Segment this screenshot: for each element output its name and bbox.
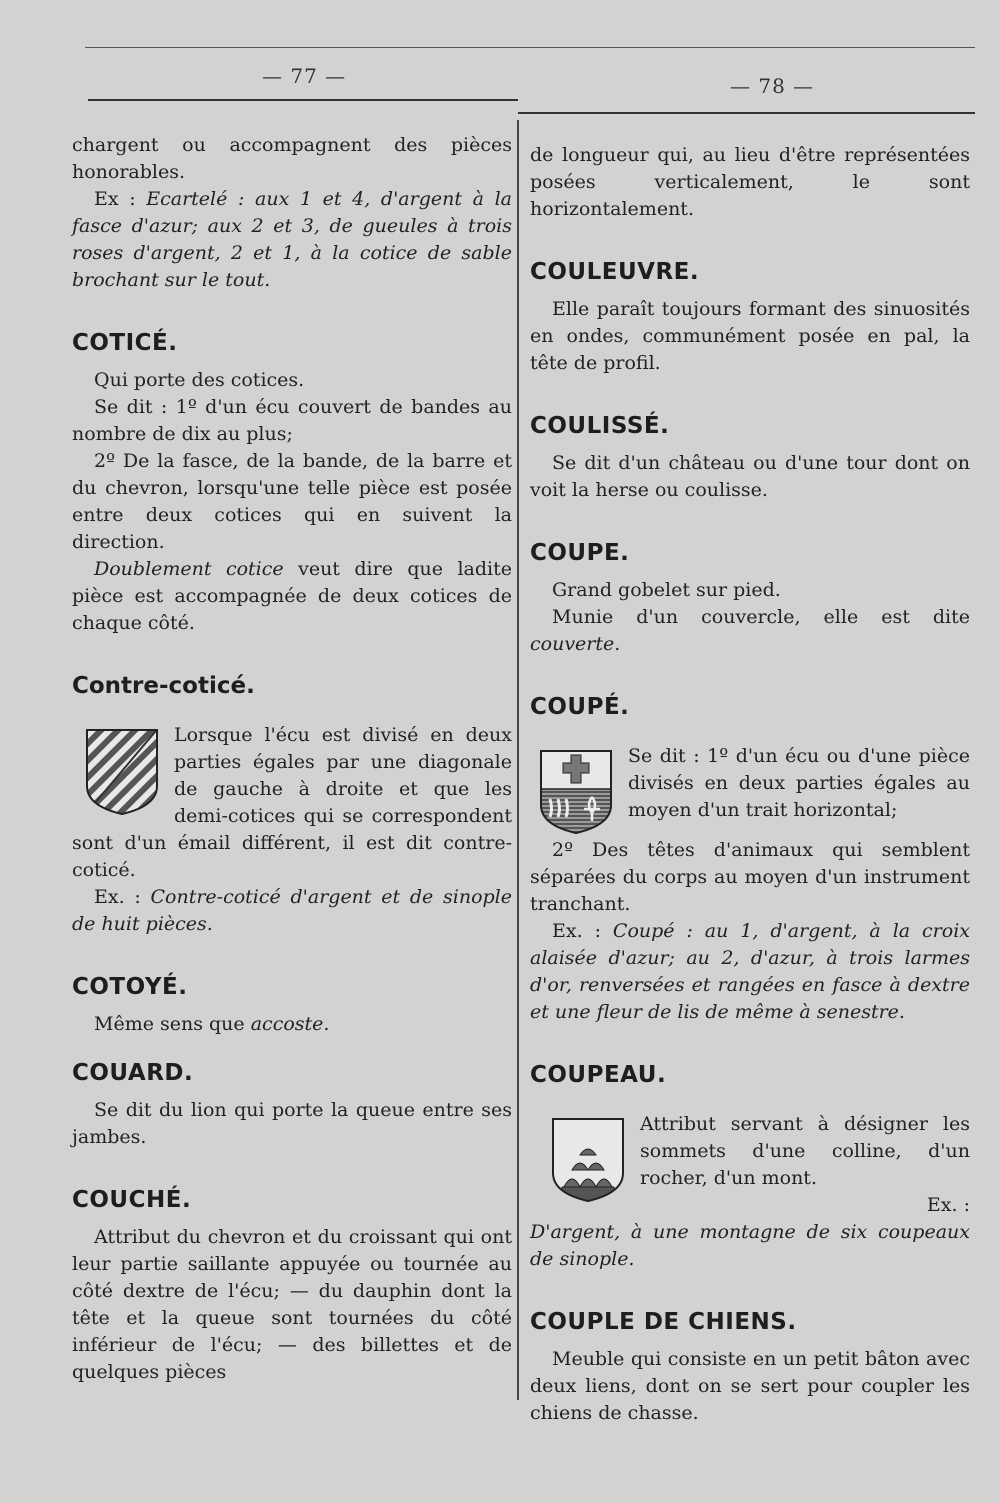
coupeau-example-lead: Ex. : xyxy=(926,1194,970,1216)
contre-cotice-text: Lorsque l'écu est divisé en deux parties égales par une diagonale de gauche à droite et que les demi-cotices qui se correspondent sont d'un émail différent, il est dit contre-coticé. xyxy=(72,724,512,881)
heading-contre-cotice: Contre-coticé. xyxy=(72,673,255,699)
cotice-p2: Se dit : 1º d'un écu couvert de bandes au nombre de dix au plus; xyxy=(72,396,512,445)
coupe2-p1: Se dit : 1º d'un écu ou d'une pièce divisés en deux parties égales au moyen d'un trait horizontal; xyxy=(628,745,970,821)
cotice-p4: Doublement cotice veut dire que ladite pièce est accompagnée de deux cotices de chaque côté. xyxy=(72,558,512,634)
top-rule-upper xyxy=(85,47,975,48)
top-rule-right xyxy=(518,112,975,114)
intro-example: Ex : Ecartelé : aux 1 et 4, d'argent à la fasce d'azur; aux 2 et 3, de gueules à trois roses d'argent, 2 et 1, à la cotice de sable brochant sur le tout. xyxy=(72,188,512,291)
cotice-p3: 2º De la fasce, de la bande, de la barre et du chevron, lorsqu'une telle pièce est posée entre deux cotices qui en suivent la direction. xyxy=(72,450,512,553)
left-column xyxy=(72,132,512,1386)
heading-cotice: COTICÉ. xyxy=(72,330,178,356)
column-divider xyxy=(517,120,519,1400)
shield-coupeau-icon xyxy=(550,1115,626,1205)
top-rule-left xyxy=(88,99,518,101)
couard-text: Se dit du lion qui porte la queue entre ses jambes. xyxy=(72,1099,512,1148)
coupe-block xyxy=(530,743,970,837)
heading-couard: COUARD. xyxy=(72,1060,194,1086)
coupeau-text: Attribut servant à désigner les sommets d'une colline, d'un rocher, d'un mont. xyxy=(640,1113,970,1189)
coupeau-block xyxy=(530,1111,970,1219)
continuation-text: de longueur qui, au lieu d'être représentées posées verticalement, le sont horizontalement. xyxy=(530,144,970,220)
coupe2-p2: 2º Des têtes d'animaux qui semblent séparées du corps au moyen d'un instrument tranchant. xyxy=(530,839,970,915)
right-column xyxy=(530,142,970,1427)
intro-text: chargent ou accompagnent des pièces honorables. xyxy=(72,134,512,183)
coupe-p1: Grand gobelet sur pied. xyxy=(552,579,781,601)
right-page-number: — 78 — xyxy=(730,74,815,98)
heading-couleuvre: COULEUVRE. xyxy=(530,259,700,285)
heading-coulisse: COULISSÉ. xyxy=(530,413,670,439)
couleuvre-text: Elle paraît toujours formant des sinuosités en ondes, communément posée en pal, la tête de profil. xyxy=(530,298,970,374)
contre-cotice-block xyxy=(72,722,512,884)
heading-coupe: COUPE. xyxy=(530,540,630,566)
couche-text: Attribut du chevron et du croissant qui ont leur partie saillante appuyée ou tournée au côté dextre de l'écu; — du dauphin dont la tête et la queue sont tournées du côté inférieur de l'écu; — des billettes et de quelques pièces xyxy=(72,1226,512,1383)
heading-couche: COUCHÉ. xyxy=(72,1187,192,1213)
left-page-number: — 77 — xyxy=(262,64,347,88)
coupeau-example: D'argent, à une montagne de six coupeaux de sinople. xyxy=(530,1221,970,1270)
coulisse-text: Se dit d'un château ou d'une tour dont on voit la herse ou coulisse. xyxy=(530,452,970,501)
heading-couple-de-chiens: COUPLE DE CHIENS. xyxy=(530,1309,797,1335)
shield-coupe-icon xyxy=(538,747,614,837)
coupe2-example: Ex. : Coupé : au 1, d'argent, à la croix alaisée d'azur; au 2, d'azur, à trois larmes d'or, renversées et rangées en fasce à dextre et une fleur de lis de même à senestre. xyxy=(530,920,970,1023)
couple-text: Meuble qui consiste en un petit bâton avec deux liens, dont on se sert pour coupler les chiens de chasse. xyxy=(530,1348,970,1424)
shield-contre-cotice-icon xyxy=(84,726,160,816)
cotice-p1: Qui porte des cotices. xyxy=(94,369,305,391)
cotoye-text: Même sens que accoste. xyxy=(94,1013,330,1035)
heading-coupe-2: COUPÉ. xyxy=(530,694,630,720)
heading-coupeau: COUPEAU. xyxy=(530,1062,667,1088)
contre-cotice-example: Ex. : Contre-coticé d'argent et de sinople de huit pièces. xyxy=(72,886,513,935)
heading-cotoye: COTOYÉ. xyxy=(72,974,188,1000)
coupe-p2: Munie d'un couvercle, elle est dite couverte. xyxy=(530,606,970,655)
